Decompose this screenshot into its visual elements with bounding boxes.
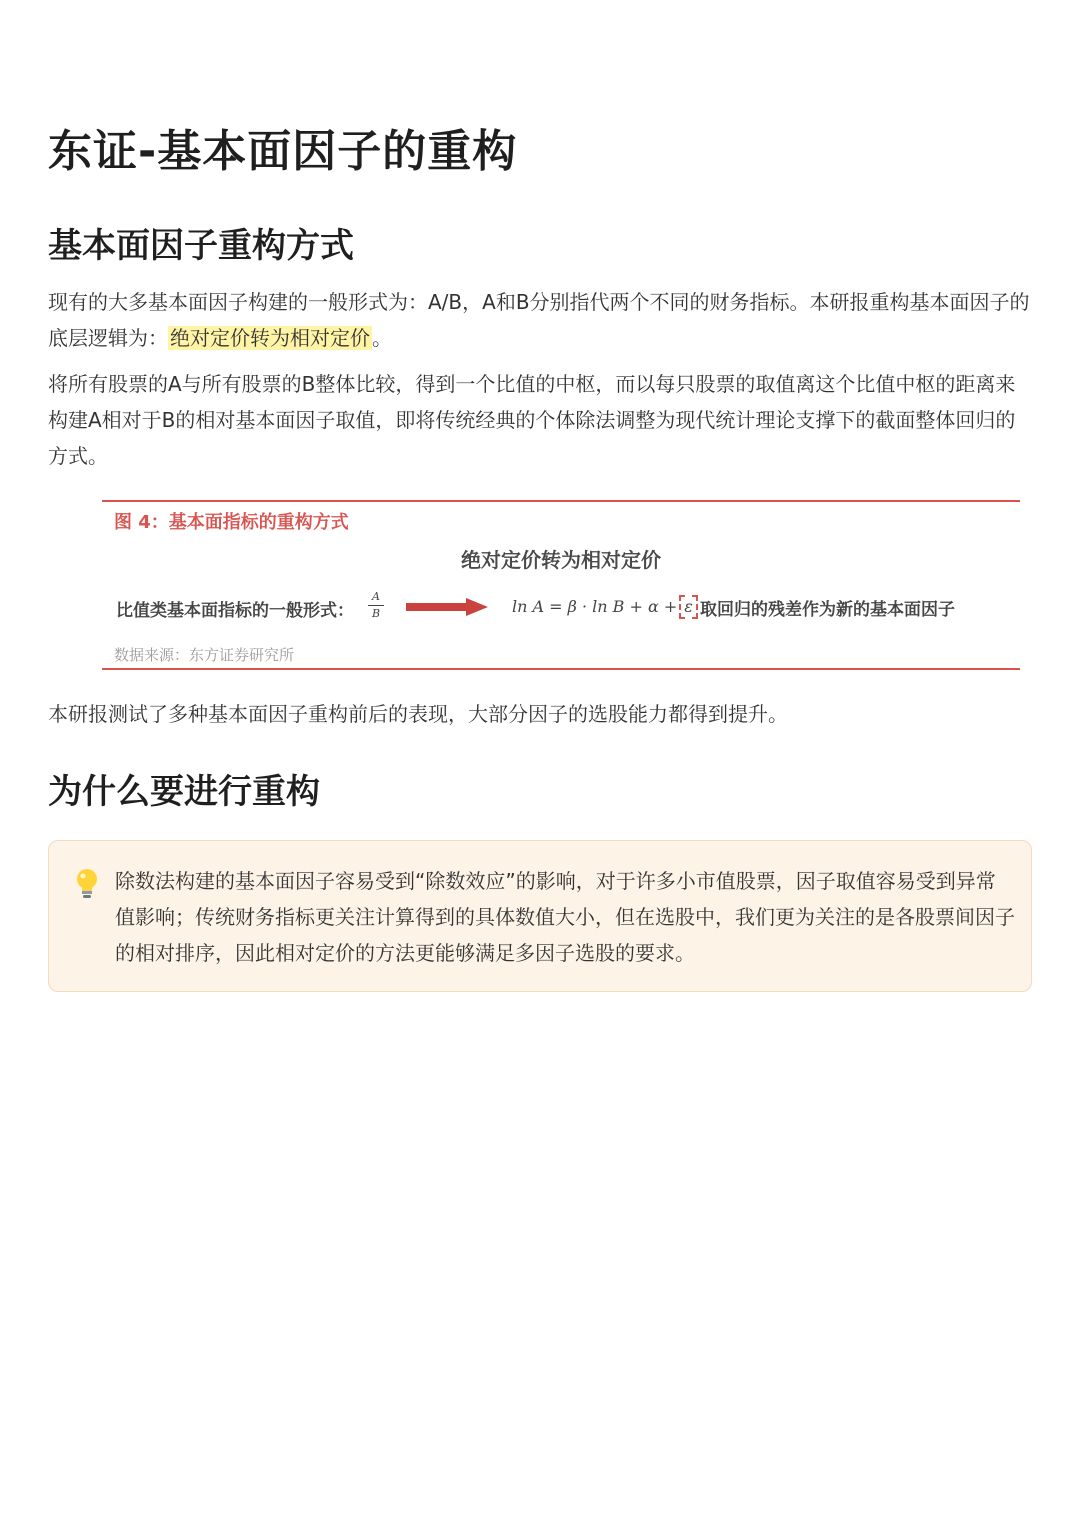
paragraph-intro [48, 284, 1032, 356]
formula-text: ln A = β · ln B + α + [512, 597, 678, 616]
epsilon-box: ε [679, 595, 698, 619]
fraction-bar [368, 605, 384, 606]
figure-right-label: 取回归的残差作为新的基本面因子 [700, 600, 955, 620]
callout-box [48, 840, 1032, 992]
regression-formula [512, 595, 698, 619]
figure-heading: 绝对定价转为相对定价 [461, 548, 661, 572]
paragraph-result: 本研报测试了多种基本面因子重构前后的表现，大部分因子的选股能力都得到提升。 [48, 702, 788, 726]
section-heading-why-reconstruct: 为什么要进行重构 [48, 772, 320, 812]
figure-source: 数据来源：东方证券研究所 [114, 646, 295, 664]
highlighted-phrase: 绝对定价转为相对定价 [170, 326, 370, 350]
paragraph-intro-end: 。 [372, 326, 392, 350]
section-heading-reconstruction-method: 基本面因子重构方式 [48, 226, 354, 266]
right-arrow-icon [406, 598, 488, 616]
page-title: 东证-基本面因子的重构 [48, 126, 518, 177]
lightbulb-icon [73, 867, 101, 901]
paragraph-method: 将所有股票的A与所有股票的B整体比较，得到一个比值的中枢，而以每只股票的取值离这个比值中枢的距离来构建A相对于B的相对基本面因子取值，即将传统经典的个体除法调整为现代统计理论支撑下的截面整体回归的方式。 [48, 372, 1016, 468]
callout-text: 除数法构建的基本面因子容易受到“除数效应”的影响，对于许多小市值股票，因子取值容易受到异常值影响；传统财务指标更关注计算得到的具体数值大小，但在选股中，我们更为关注的是各股票间因子的相对排序，因此相对定价的方法更能够满足多因子选股的要求。 [115, 869, 1015, 965]
fraction-denominator: B [371, 607, 381, 620]
figure-formula-row [116, 590, 1016, 630]
figure-reconstruction [102, 500, 1020, 670]
paragraph-intro-text: 现有的大多基本面因子构建的一般形式为：A/B，A和B分别指代两个不同的财务指标。本研报重构基本面因子的底层逻辑为： [48, 290, 1030, 350]
fraction-a-over-b [368, 590, 384, 621]
figure-left-label: 比值类基本面指标的一般形式： [116, 601, 354, 621]
fraction-numerator: A [372, 590, 380, 603]
figure-caption: 图 4：基本面指标的重构方式 [114, 512, 349, 533]
